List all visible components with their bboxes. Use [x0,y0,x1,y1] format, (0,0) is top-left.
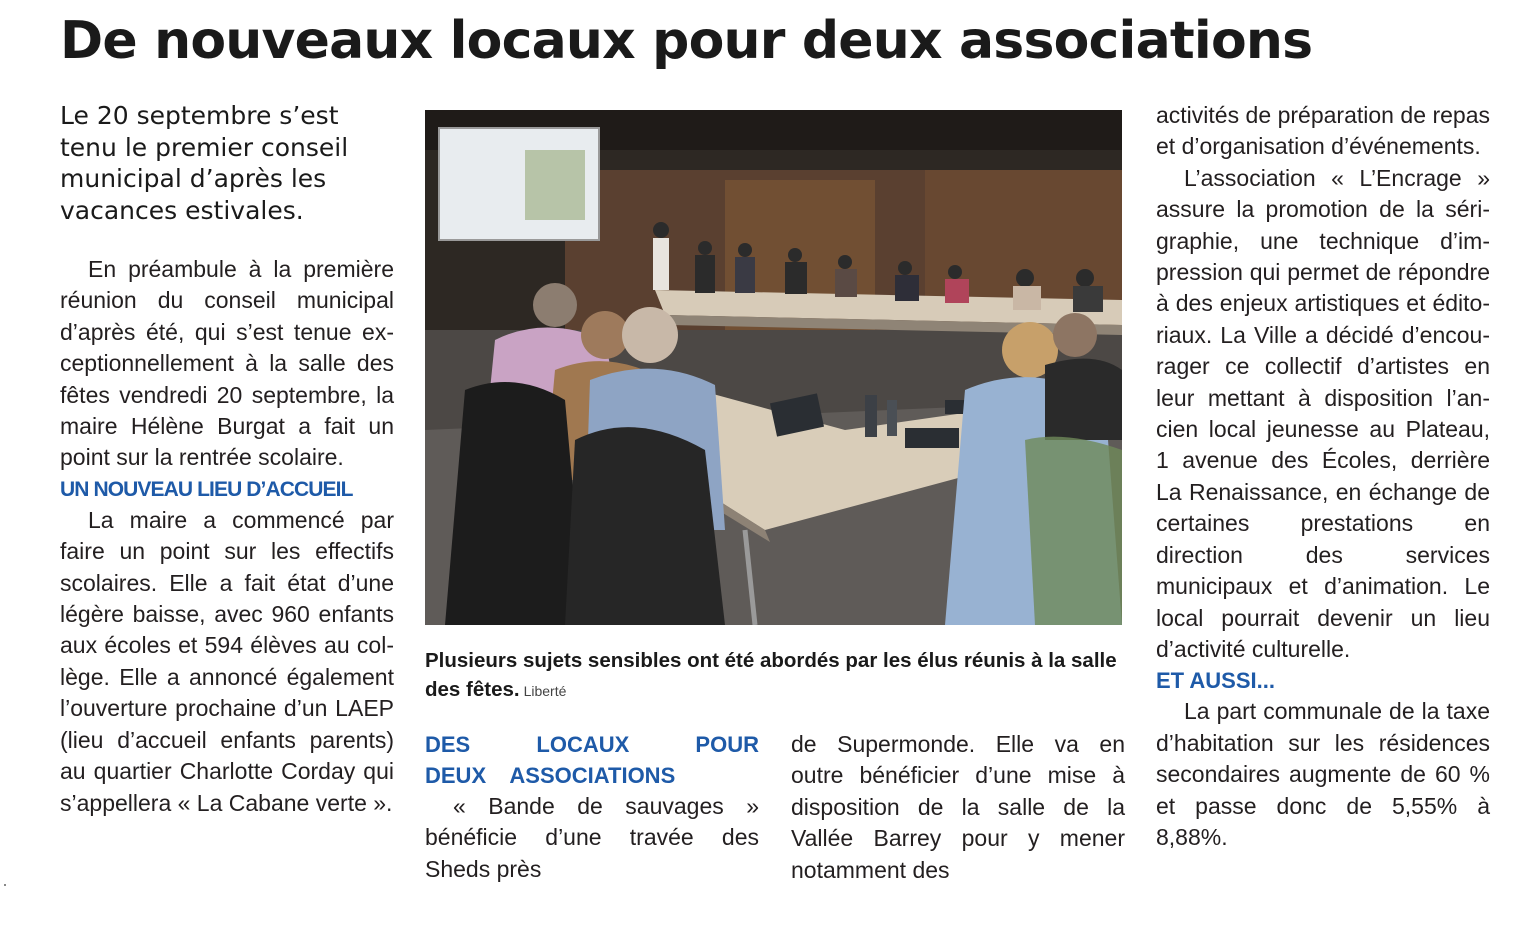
accueil-paragraph: La maire a commencé par faire un point sur les effectifs scolaires. Elle a fait état d’une légère baisse, avec 960 enfants aux écoles et 594 élèves au collège. Elle a annoncé également l’ouverture prochaine d’un LAEP (lieu d’accueil enfants parents) au quartier Charlotte Corday qui s’appellera « La Cabane verte ». [60,506,394,816]
section-heading-et-aussi: ET AUSSI... [1156,668,1275,694]
intro-paragraph: En préambule à la première réunion du conseil municipal d’après été, qui s’est tenue exceptionnellement à la salle des fêtes vendredi 20 septembre, la maire Hélène Burgat a fait un point sur la rentrée scolaire. [60,256,394,471]
photo-caption [425,646,1122,706]
photo-illustration [425,110,1122,625]
column-3 [791,729,1125,886]
section-heading-locaux: DES LOCAUX POUR DEUX ASSOCIATIONS [425,732,759,788]
section-heading-accueil: UN NOUVEAU LIEU D’ACCUEIL [60,477,353,501]
article-headline: De nouveaux locaux pour deux associations [60,11,1313,71]
locaux-paragraph-part2: de Supermonde. Elle va en outre bénéficier d’une mise à disposition de la salle de la Vallée Barrey pour y mener notamment des [791,731,1125,883]
locaux-paragraph-part3: activités de préparation de repas et d’organisation d’événements. [1156,102,1490,160]
page-speck [4,884,6,886]
column-4 [1156,100,1490,853]
column-1 [60,100,394,819]
article-lede: Le 20 septembre s’est tenu le premier conseil municipal d’après les vacances estivales. [60,101,349,225]
council-meeting-photo [425,110,1122,625]
caption-text: Plusieurs sujets sensibles ont été abordés par les élus réunis à la salle des fêtes. [425,649,1117,701]
encrage-paragraph: L’association « L’Encrage » assure la promotion de la sérigraphie, une technique d’impression qui permet de répondre à des enjeux artistiques et éditoriaux. La Ville a décidé d’encourager ce collectif d’artistes en leur mettant à disposition l’ancien local jeunesse au Plateau, 1 avenue des Écoles, derrière La Renaissance, en échange de certaines prestations en direction des services municipaux et d’animation. Le local pourrait devenir un lieu d’activité culturelle. [1156,164,1490,662]
column-2 [425,729,759,885]
et-aussi-paragraph: La part communale de la taxe d’habitation sur les résidences secondaires augmente de 60 % et passe donc de 5,55% à 8,88%. [1156,698,1490,850]
locaux-paragraph-part1: « Bande de sauvages » bénéficie d’une travée des Sheds près [425,793,759,882]
photo-credit: Liberté [523,683,567,699]
